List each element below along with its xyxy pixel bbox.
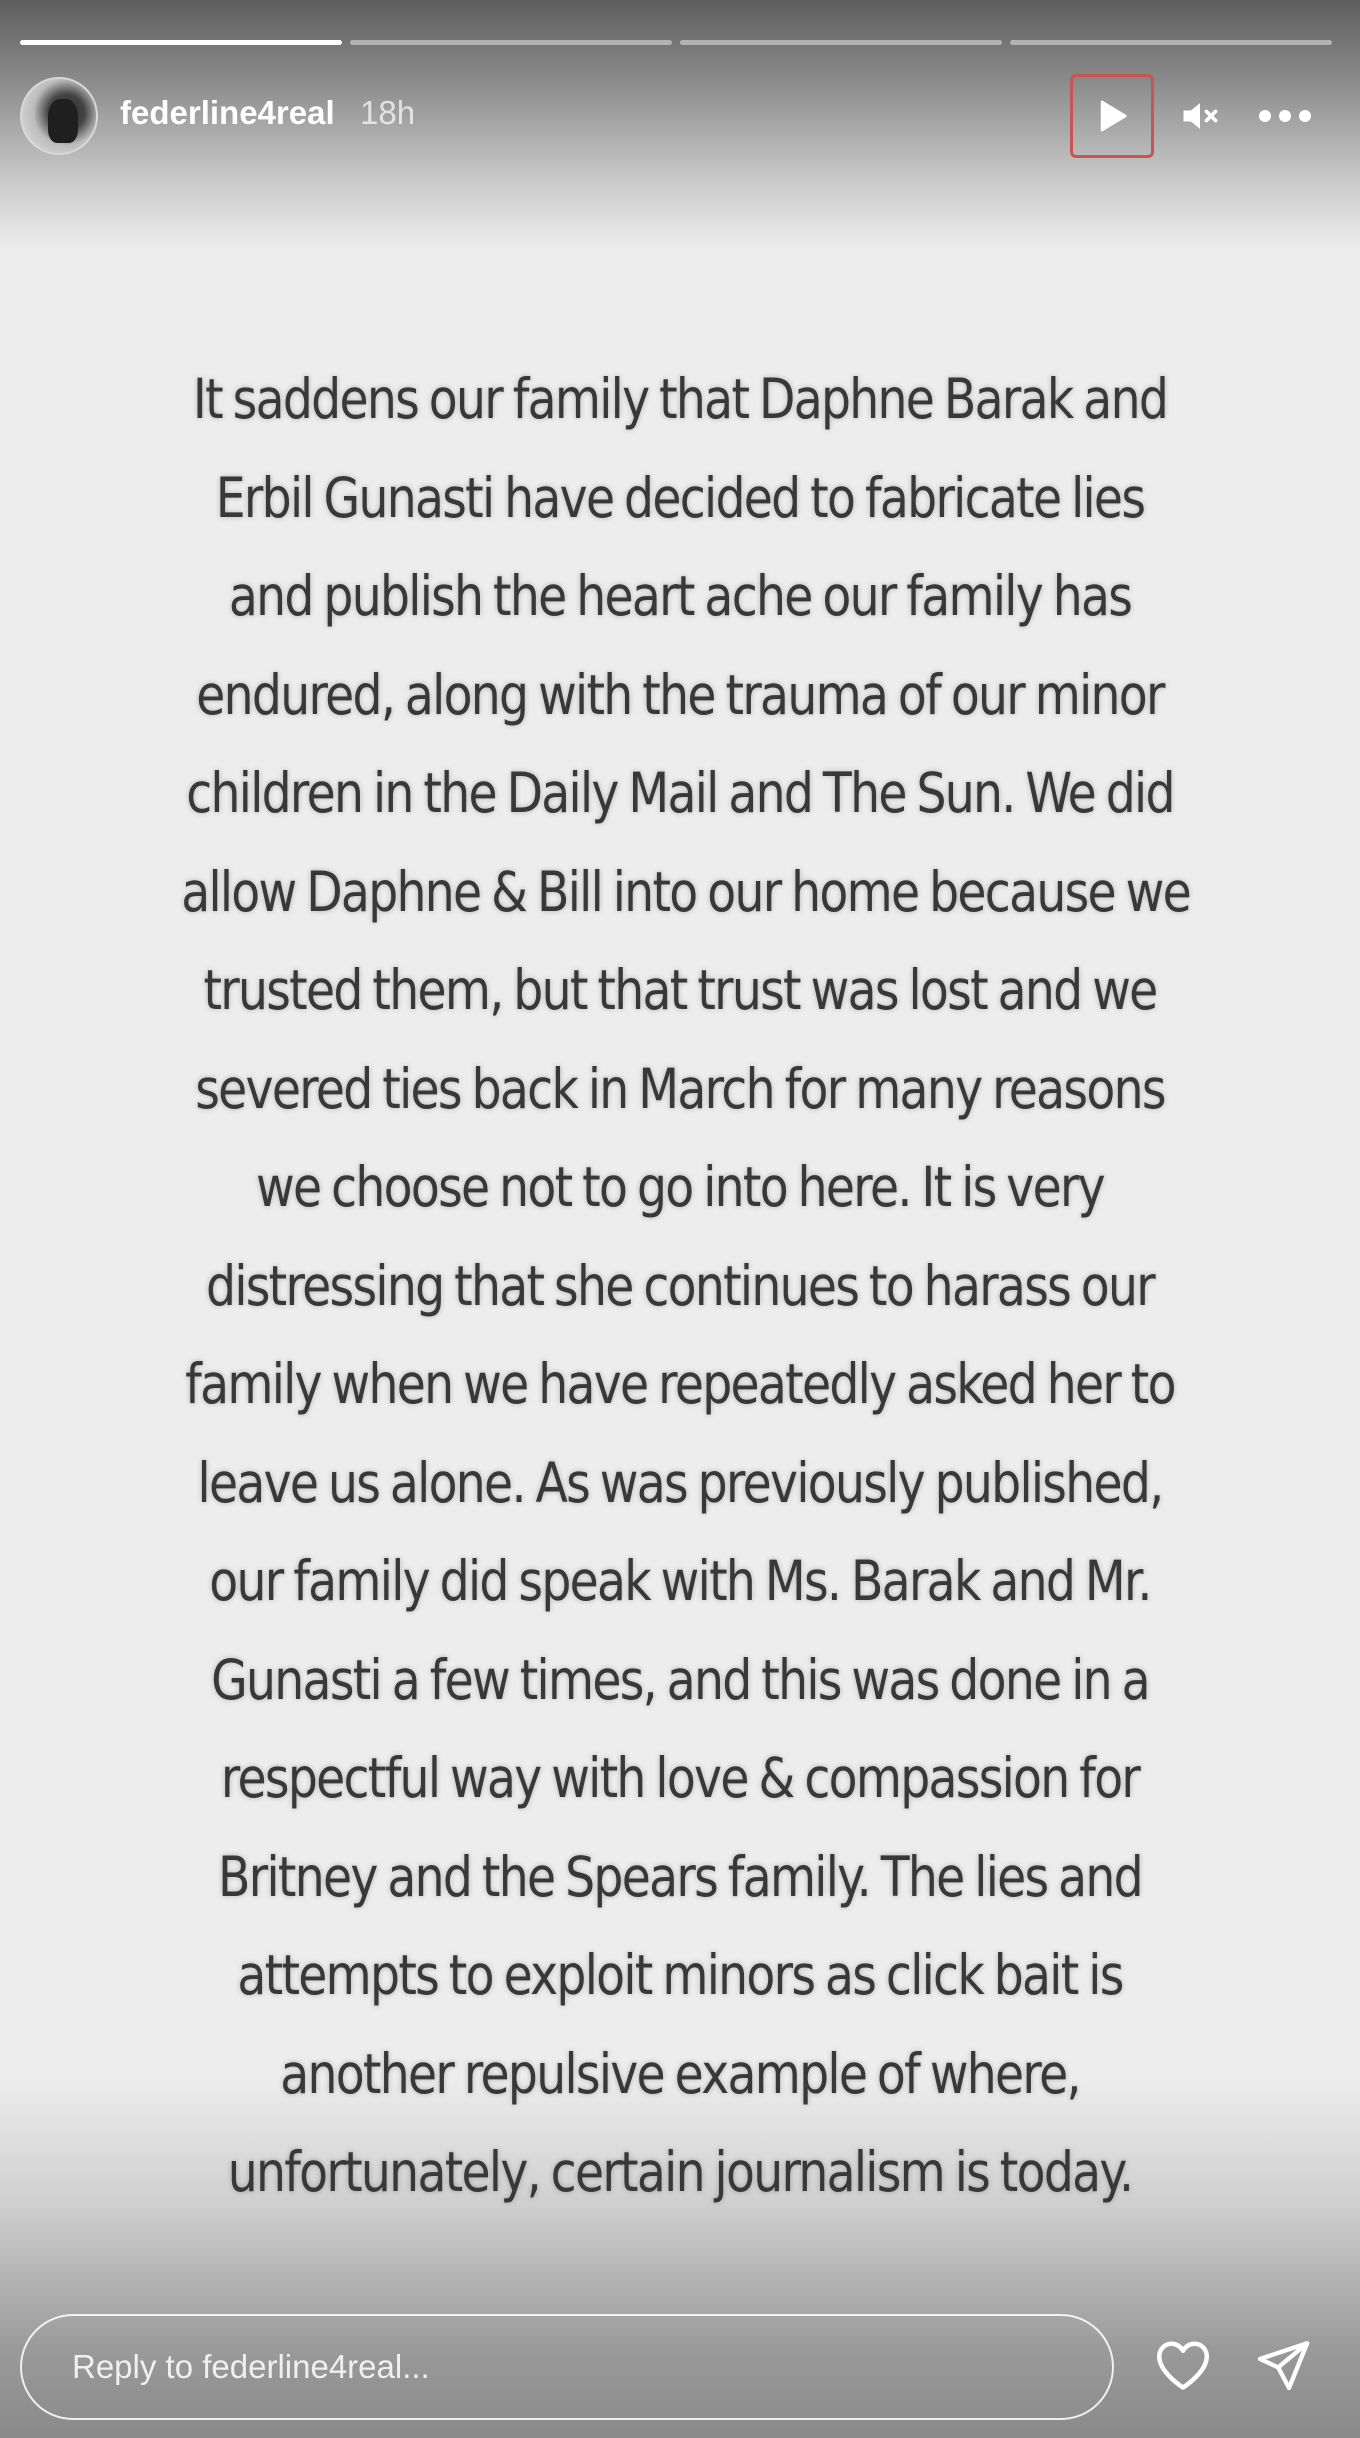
statement-line: trusted them, but that trust was lost and we [203,958,1157,1022]
reply-placeholder: Reply to federline4real... [72,2348,430,2385]
statement-line: we choose not to go into here. It is very [256,1155,1104,1219]
statement-text [181,350,1190,2222]
statement-line: unfortunately, certain journalism is today. [227,2140,1133,2204]
statement-line: Erbil Gunasti have decided to fabricate lies [215,465,1145,530]
post-time: 18h [360,94,416,131]
statement-line: It saddens our family that Daphne Barak and [192,367,1168,431]
reply-input[interactable] [20,2314,1114,2420]
statement-line: our family did speak with Ms. Barak and Mr. [209,1549,1151,1613]
progress-segment [680,40,1002,45]
statement-line: and publish the heart ache our family has [228,564,1132,628]
progress-segment [350,40,672,45]
statement-line: Gunasti a few times, and this was done in a [211,1647,1149,1712]
story-progress-bar [20,40,1332,45]
statement-line: leave us alone. As was previously published, [197,1450,1163,1515]
play-icon [1092,96,1132,136]
statement-line: attempts to exploit minors as click bait is [237,1943,1123,2007]
progress-segment [1010,40,1332,45]
statement-line: family when we have repeatedly asked her to [185,1352,1175,1416]
story-header [20,74,1340,158]
statement-line: respectful way with love & compassion for [220,1746,1140,1810]
statement-line: allow Daphne & Bill into our home because we [181,859,1190,924]
heart-icon [1153,2337,1213,2393]
like-button[interactable] [1148,2330,1218,2400]
send-icon [1254,2336,1312,2394]
statement-line: endured, along with the trauma of our minor [196,662,1164,727]
statement-line: severed ties back in March for many reasons [195,1056,1165,1121]
avatar[interactable] [20,77,98,155]
more-options-button[interactable] [1250,86,1320,146]
statement-line: another repulsive example of where, [280,2041,1080,2106]
statement-line: distressing that she continues to harass our [206,1253,1154,1318]
statement-line: children in the Daily Mail and The Sun. We did [186,761,1174,825]
mute-button[interactable] [1170,86,1230,146]
speaker-muted-icon [1178,94,1222,138]
progress-segment [20,40,342,45]
share-button[interactable] [1248,2330,1318,2400]
more-horizontal-icon [1257,108,1313,124]
play-button[interactable] [1070,74,1154,158]
statement-line: Britney and the Spears family. The lies and [218,1844,1142,1909]
username-link[interactable]: federline4real [120,94,335,131]
